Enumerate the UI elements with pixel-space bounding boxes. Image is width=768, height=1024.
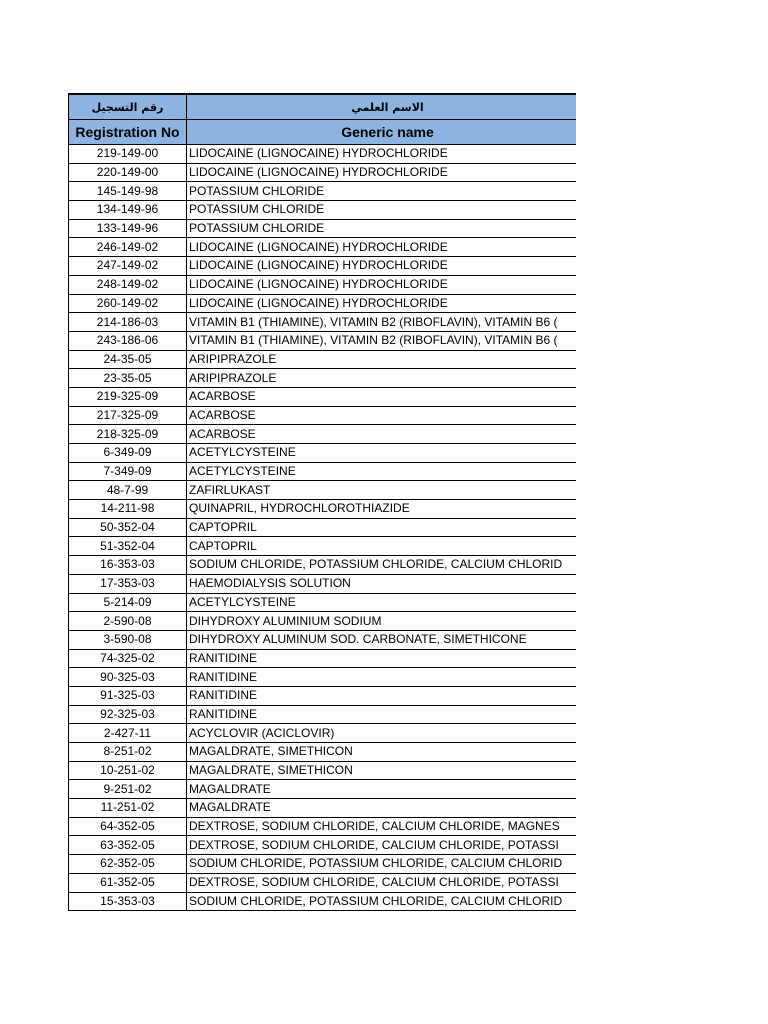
generic-name-cell[interactable]: SODIUM CHLORIDE, POTASSIUM CHLORIDE, CALCIUM CHLORID	[187, 556, 577, 575]
registration-no-cell[interactable]: 260-149-02	[69, 294, 187, 313]
generic-name-cell[interactable]: RANITIDINE	[187, 705, 577, 724]
generic-name-cell[interactable]: ACYCLOVIR (ACICLOVIR)	[187, 724, 577, 743]
registration-no-cell[interactable]: 8-251-02	[69, 743, 187, 762]
table-row	[69, 799, 577, 818]
registration-no-cell[interactable]: 220-149-00	[69, 163, 187, 182]
generic-name-cell[interactable]: DEXTROSE, SODIUM CHLORIDE, CALCIUM CHLORIDE, MAGNES	[187, 817, 577, 836]
generic-name-cell[interactable]: ACETYLCYSTEINE	[187, 593, 577, 612]
generic-name-cell[interactable]: MAGALDRATE, SIMETHICON	[187, 743, 577, 762]
registration-no-cell[interactable]: 248-149-02	[69, 275, 187, 294]
table-row	[69, 518, 577, 537]
registration-no-cell[interactable]: 90-325-03	[69, 668, 187, 687]
table-row	[69, 836, 577, 855]
table-row	[69, 873, 577, 892]
registration-no-cell[interactable]: 15-353-03	[69, 892, 187, 911]
table-row	[69, 780, 577, 799]
generic-name-cell[interactable]: ACETYLCYSTEINE	[187, 462, 577, 481]
registration-no-cell[interactable]: 5-214-09	[69, 593, 187, 612]
generic-name-cell[interactable]: DEXTROSE, SODIUM CHLORIDE, CALCIUM CHLORIDE, POTASSI	[187, 873, 577, 892]
generic-name-cell[interactable]: POTASSIUM CHLORIDE	[187, 182, 577, 201]
generic-name-cell[interactable]: VITAMIN B1 (THIAMINE), VITAMIN B2 (RIBOFLAVIN), VITAMIN B6 (	[187, 331, 577, 350]
generic-name-cell[interactable]: POTASSIUM CHLORIDE	[187, 201, 577, 220]
header-row-english	[69, 120, 577, 145]
generic-name-cell[interactable]: LIDOCAINE (LIGNOCAINE) HYDROCHLORIDE	[187, 145, 577, 164]
generic-name-cell[interactable]: ACARBOSE	[187, 425, 577, 444]
registration-no-cell[interactable]: 48-7-99	[69, 481, 187, 500]
table-row	[69, 238, 577, 257]
table-row	[69, 145, 577, 164]
generic-name-cell[interactable]: DEXTROSE, SODIUM CHLORIDE, CALCIUM CHLORIDE, POTASSI	[187, 836, 577, 855]
table-row	[69, 649, 577, 668]
generic-name-cell[interactable]: RANITIDINE	[187, 649, 577, 668]
table-row	[69, 668, 577, 687]
generic-name-cell[interactable]: LIDOCAINE (LIGNOCAINE) HYDROCHLORIDE	[187, 275, 577, 294]
generic-name-cell[interactable]: VITAMIN B1 (THIAMINE), VITAMIN B2 (RIBOFLAVIN), VITAMIN B6 (	[187, 313, 577, 332]
table-row	[69, 387, 577, 406]
table-row	[69, 257, 577, 276]
generic-name-cell[interactable]: ACETYLCYSTEINE	[187, 444, 577, 463]
generic-name-cell[interactable]: RANITIDINE	[187, 686, 577, 705]
generic-name-cell[interactable]: MAGALDRATE, SIMETHICON	[187, 761, 577, 780]
generic-name-cell[interactable]: LIDOCAINE (LIGNOCAINE) HYDROCHLORIDE	[187, 257, 577, 276]
table-row	[69, 313, 577, 332]
table-row	[69, 855, 577, 874]
table-body	[69, 145, 577, 911]
generic-name-cell[interactable]: POTASSIUM CHLORIDE	[187, 219, 577, 238]
header-generic-name: Generic name	[187, 120, 577, 145]
registration-no-cell[interactable]: 2-590-08	[69, 612, 187, 631]
registration-no-cell[interactable]: 217-325-09	[69, 406, 187, 425]
header-registration-arabic: رقم التسجيل	[69, 94, 187, 120]
generic-name-cell[interactable]: DIHYDROXY ALUMINUM SOD. CARBONATE, SIMETHICONE	[187, 630, 577, 649]
registration-no-cell[interactable]: 145-149-98	[69, 182, 187, 201]
registration-no-cell[interactable]: 74-325-02	[69, 649, 187, 668]
table-row	[69, 537, 577, 556]
registration-no-cell[interactable]: 134-149-96	[69, 201, 187, 220]
registration-no-cell[interactable]: 243-186-06	[69, 331, 187, 350]
registration-no-cell[interactable]: 3-590-08	[69, 630, 187, 649]
registration-no-cell[interactable]: 17-353-03	[69, 574, 187, 593]
table-row	[69, 686, 577, 705]
table-row	[69, 556, 577, 575]
registration-no-cell[interactable]: 133-149-96	[69, 219, 187, 238]
table-row	[69, 294, 577, 313]
table-row	[69, 817, 577, 836]
table-row	[69, 350, 577, 369]
spreadsheet-area	[68, 93, 576, 911]
table-row	[69, 593, 577, 612]
generic-name-cell[interactable]: ACARBOSE	[187, 387, 577, 406]
registration-no-cell[interactable]: 92-325-03	[69, 705, 187, 724]
generic-name-cell[interactable]: QUINAPRIL, HYDROCHLOROTHIAZIDE	[187, 500, 577, 519]
table-row	[69, 500, 577, 519]
generic-name-cell[interactable]: CAPTOPRIL	[187, 537, 577, 556]
table-row	[69, 369, 577, 388]
registration-no-cell[interactable]: 23-35-05	[69, 369, 187, 388]
registration-no-cell[interactable]: 218-325-09	[69, 425, 187, 444]
generic-name-cell[interactable]: MAGALDRATE	[187, 799, 577, 818]
registration-no-cell[interactable]: 91-325-03	[69, 686, 187, 705]
table-row	[69, 724, 577, 743]
registration-no-cell[interactable]: 63-352-05	[69, 836, 187, 855]
table-row	[69, 574, 577, 593]
generic-name-cell[interactable]: RANITIDINE	[187, 668, 577, 687]
registration-no-cell[interactable]: 10-251-02	[69, 761, 187, 780]
registration-no-cell[interactable]: 2-427-11	[69, 724, 187, 743]
registration-no-cell[interactable]: 247-149-02	[69, 257, 187, 276]
registration-no-cell[interactable]: 50-352-04	[69, 518, 187, 537]
generic-name-cell[interactable]: SODIUM CHLORIDE, POTASSIUM CHLORIDE, CALCIUM CHLORID	[187, 855, 577, 874]
table-row	[69, 201, 577, 220]
generic-name-cell[interactable]: ARIPIPRAZOLE	[187, 369, 577, 388]
table-row	[69, 219, 577, 238]
registration-no-cell[interactable]: 9-251-02	[69, 780, 187, 799]
table-row	[69, 406, 577, 425]
table-row	[69, 163, 577, 182]
generic-name-cell[interactable]: ACARBOSE	[187, 406, 577, 425]
header-generic-arabic: الاسم العلمي	[187, 94, 577, 120]
table-row	[69, 275, 577, 294]
registration-no-cell[interactable]: 64-352-05	[69, 817, 187, 836]
header-row-arabic	[69, 94, 577, 120]
registration-no-cell[interactable]: 61-352-05	[69, 873, 187, 892]
table-row	[69, 743, 577, 762]
generic-name-cell[interactable]: HAEMODIALYSIS SOLUTION	[187, 574, 577, 593]
generic-name-cell[interactable]: CAPTOPRIL	[187, 518, 577, 537]
registration-no-cell[interactable]: 62-352-05	[69, 855, 187, 874]
registration-no-cell[interactable]: 24-35-05	[69, 350, 187, 369]
generic-name-cell[interactable]: LIDOCAINE (LIGNOCAINE) HYDROCHLORIDE	[187, 238, 577, 257]
table-row	[69, 462, 577, 481]
table-row	[69, 612, 577, 631]
table-row	[69, 705, 577, 724]
registration-no-cell[interactable]: 7-349-09	[69, 462, 187, 481]
generic-name-cell[interactable]: ZAFIRLUKAST	[187, 481, 577, 500]
registration-no-cell[interactable]: 16-353-03	[69, 556, 187, 575]
generic-name-cell[interactable]: DIHYDROXY ALUMINIUM SODIUM	[187, 612, 577, 631]
generic-name-cell[interactable]: ARIPIPRAZOLE	[187, 350, 577, 369]
table-row	[69, 331, 577, 350]
registration-table	[68, 93, 576, 911]
generic-name-cell[interactable]: SODIUM CHLORIDE, POTASSIUM CHLORIDE, CALCIUM CHLORID	[187, 892, 577, 911]
registration-no-cell[interactable]: 14-211-98	[69, 500, 187, 519]
table-row	[69, 761, 577, 780]
generic-name-cell[interactable]: LIDOCAINE (LIGNOCAINE) HYDROCHLORIDE	[187, 163, 577, 182]
table-row	[69, 425, 577, 444]
registration-no-cell[interactable]: 6-349-09	[69, 444, 187, 463]
registration-no-cell[interactable]: 219-325-09	[69, 387, 187, 406]
table-row	[69, 182, 577, 201]
registration-no-cell[interactable]: 219-149-00	[69, 145, 187, 164]
table-row	[69, 481, 577, 500]
registration-no-cell[interactable]: 51-352-04	[69, 537, 187, 556]
generic-name-cell[interactable]: MAGALDRATE	[187, 780, 577, 799]
table-row	[69, 892, 577, 911]
table-row	[69, 630, 577, 649]
registration-no-cell[interactable]: 214-186-03	[69, 313, 187, 332]
registration-no-cell[interactable]: 246-149-02	[69, 238, 187, 257]
generic-name-cell[interactable]: LIDOCAINE (LIGNOCAINE) HYDROCHLORIDE	[187, 294, 577, 313]
registration-no-cell[interactable]: 11-251-02	[69, 799, 187, 818]
table-row	[69, 444, 577, 463]
header-registration-no: Registration No	[69, 120, 187, 145]
